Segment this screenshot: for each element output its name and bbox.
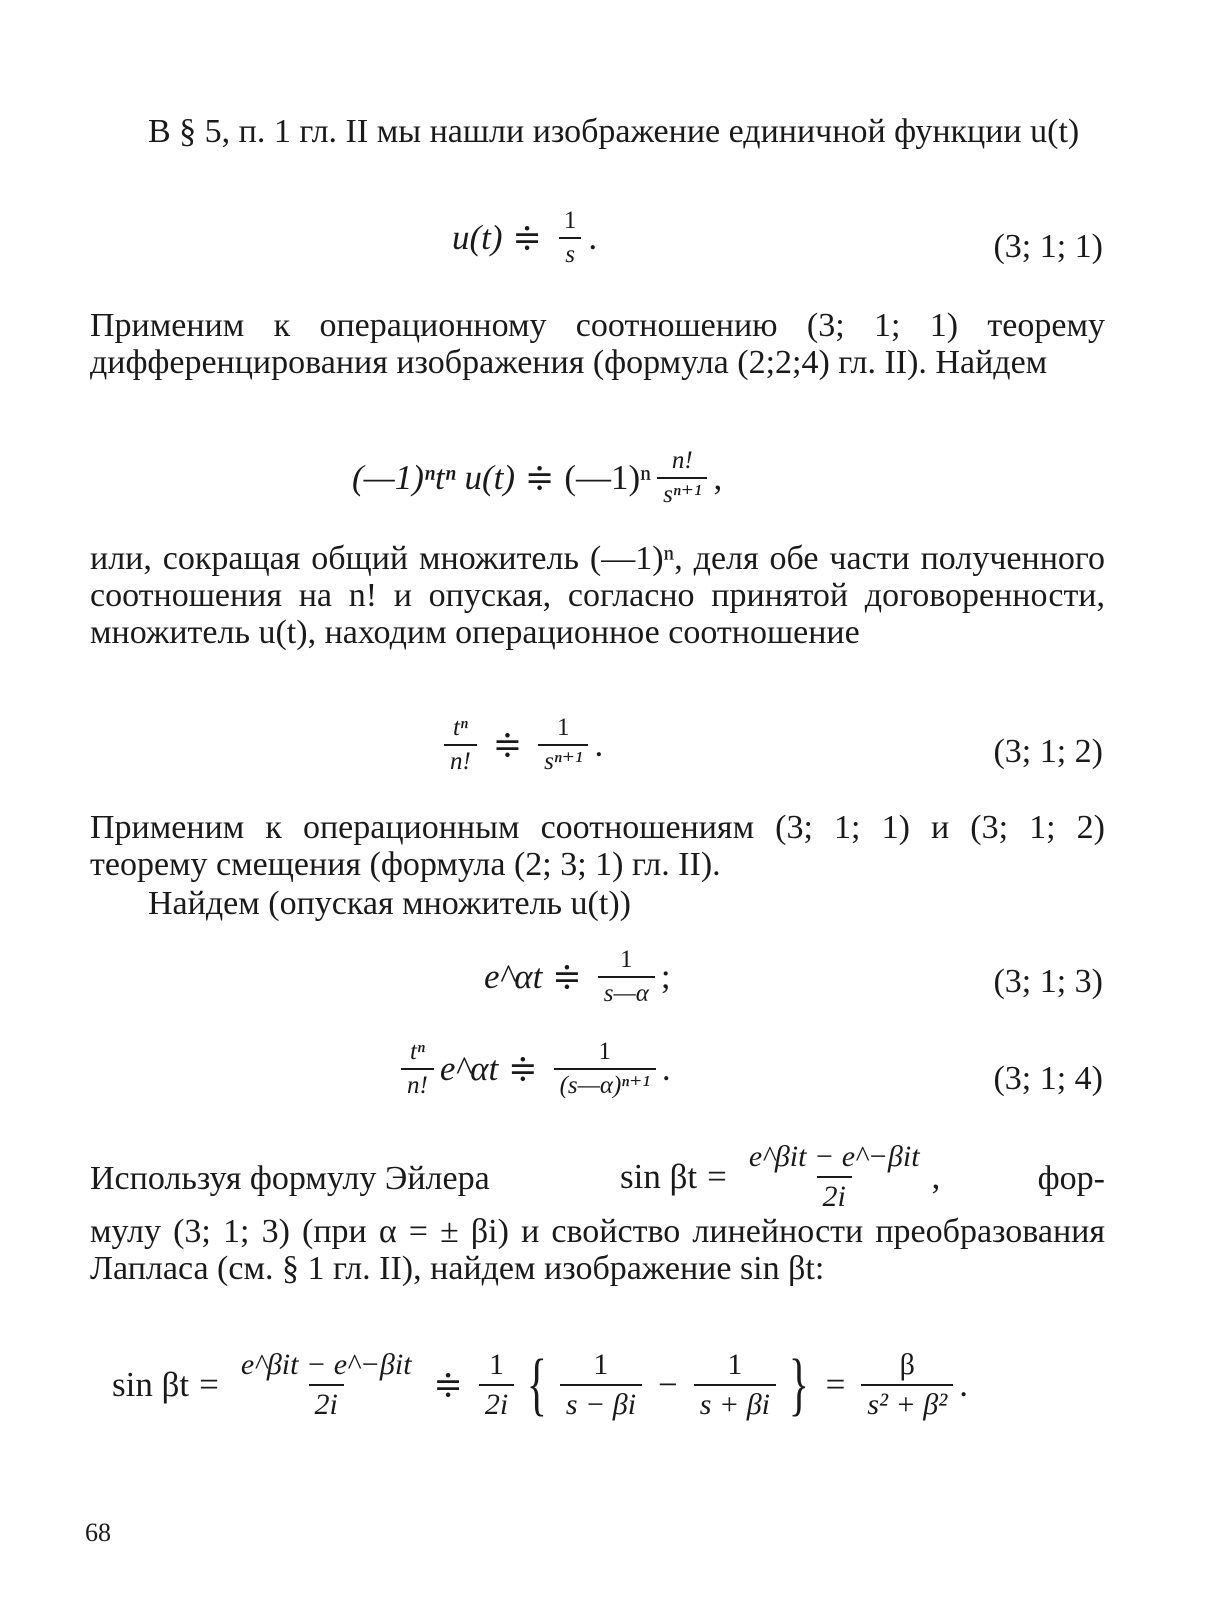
eq4-denominator: s—α	[598, 976, 655, 1008]
paragraph-1: В § 5, п. 1 гл. II мы нашли изображение единичной функции u(t)	[148, 113, 1080, 150]
eq3-operator: ≑	[492, 725, 523, 764]
equation-3-1-2	[438, 714, 603, 776]
final-fraction-4-denominator: s + βi	[694, 1384, 776, 1422]
final-fraction-3-numerator: 1	[593, 1348, 609, 1381]
final-fraction-3	[560, 1348, 642, 1422]
paragraph-5: Найдем (опуская множитель u(t))	[148, 885, 631, 922]
equation-number-3-1-2: (3; 1; 2)	[993, 733, 1103, 770]
eq4-operator: ≑	[552, 957, 582, 996]
final-fraction-1	[235, 1348, 418, 1422]
eq5-tail: .	[661, 1049, 671, 1088]
equation-sin-image	[112, 1348, 968, 1422]
final-operator-3: =	[825, 1365, 846, 1404]
euler-operator: =	[707, 1157, 727, 1196]
eq4-lhs: e^αt	[484, 957, 543, 996]
final-fraction-1-numerator: e^βit − e^−βit	[240, 1348, 412, 1381]
final-fraction-2	[479, 1348, 514, 1422]
final-fraction-3-denominator: s − βi	[560, 1384, 642, 1422]
paragraph-3: или, сокращая общий множитель (—1)ⁿ, деля обе части полученного соотношения на n! и опуская, согласно принятой договоренности, множитель u(t), находим операционное соотношение	[90, 540, 1105, 651]
eq3-numerator: 1	[557, 714, 570, 741]
euler-formula	[620, 1140, 940, 1214]
final-tail: .	[959, 1365, 968, 1404]
final-fraction-2-denominator: 2i	[479, 1384, 514, 1422]
eq5-numerator: 1	[598, 1038, 611, 1065]
equation-3-1-4	[395, 1038, 671, 1100]
eq1-tail: .	[588, 218, 598, 257]
left-brace: {	[526, 1346, 548, 1423]
eq3-tail: .	[594, 725, 604, 764]
right-brace: }	[788, 1346, 809, 1423]
eq4-tail: ;	[660, 957, 671, 996]
final-fraction-4-numerator: 1	[727, 1348, 743, 1381]
eq5-fraction	[554, 1038, 656, 1100]
paragraph-6-end: фор-	[1037, 1160, 1105, 1197]
eq5-left-denominator: n!	[401, 1068, 434, 1100]
paragraph-2: Применим к операционному соотношению (3; 1; 1) теорему дифференцирования изображения (формула (2;2;4) гл. II). Найдем	[90, 307, 1105, 381]
euler-fraction	[743, 1140, 926, 1214]
eq1-operator: ≑	[512, 218, 542, 257]
eq2-fraction	[657, 447, 707, 509]
eq5-multiplier: e^αt	[439, 1049, 499, 1088]
page-number: 68	[85, 1518, 111, 1547]
final-fraction-5-numerator: β	[899, 1348, 915, 1381]
paragraph-7: мулу (3; 1; 3) (при α = ± βi) и свойство линейности преобразования Лапласа (см. § 1 гл. II), найдем изображение sin βt:	[90, 1213, 1105, 1287]
eq3-denominator: sⁿ⁺¹	[538, 744, 588, 776]
euler-numerator: e^βit − e^−βit	[748, 1140, 920, 1173]
euler-denominator: 2i	[817, 1176, 852, 1214]
final-fraction-5-denominator: s² + β²	[861, 1384, 953, 1422]
equation-3-1-1	[452, 207, 597, 269]
eq2-numerator: n!	[671, 447, 693, 474]
equation-number-3-1-4: (3; 1; 4)	[993, 1060, 1103, 1097]
equation-number-3-1-1: (3; 1; 1)	[993, 228, 1103, 265]
eq3-left-numerator: tⁿ	[453, 714, 468, 741]
equation-derivative	[352, 447, 722, 509]
eq3-left-fraction	[444, 714, 477, 776]
eq5-left-fraction	[401, 1038, 434, 1100]
eq2-tail: ,	[713, 458, 723, 497]
final-fraction-4	[694, 1348, 776, 1422]
eq2-lhs: (—1)ⁿtⁿ u(t)	[352, 458, 515, 497]
eq1-denominator: s	[559, 237, 581, 269]
eq1-fraction	[558, 207, 583, 269]
final-fraction-2-numerator: 1	[489, 1348, 505, 1381]
paragraph-6	[90, 1140, 1105, 1213]
eq3-fraction	[538, 714, 588, 776]
euler-tail: ,	[931, 1157, 941, 1196]
paragraph-6-start: Используя формулу Эйлера	[90, 1160, 490, 1197]
paragraph-4: Применим к операционным соотношениям (3; 1; 1) и (3; 1; 2) теорему смещения (формула (2; 3; 1) гл. II).	[90, 809, 1105, 883]
eq4-fraction	[598, 946, 655, 1008]
eq5-operator: ≑	[508, 1049, 538, 1088]
final-operator-1: =	[199, 1365, 219, 1404]
final-minus: −	[658, 1365, 678, 1404]
eq4-numerator: 1	[620, 946, 633, 973]
final-lhs: sin βt	[112, 1365, 190, 1404]
equation-3-1-3	[484, 946, 671, 1008]
eq3-left-denominator: n!	[444, 744, 477, 776]
eq2-denominator: sⁿ⁺¹	[657, 477, 707, 509]
eq2-mid: (—1)ⁿ	[564, 458, 652, 497]
eq1-lhs: u(t)	[452, 218, 503, 257]
eq5-denominator: (s—α)ⁿ⁺¹	[554, 1068, 656, 1100]
final-fraction-1-denominator: 2i	[309, 1384, 344, 1422]
euler-lhs: sin βt	[620, 1157, 698, 1196]
eq2-operator: ≑	[525, 458, 555, 497]
final-operator-2: ≑	[433, 1365, 463, 1404]
final-fraction-5	[861, 1348, 953, 1422]
eq1-numerator: 1	[563, 207, 577, 234]
equation-number-3-1-3: (3; 1; 3)	[993, 963, 1103, 1000]
eq5-left-numerator: tⁿ	[410, 1038, 425, 1065]
